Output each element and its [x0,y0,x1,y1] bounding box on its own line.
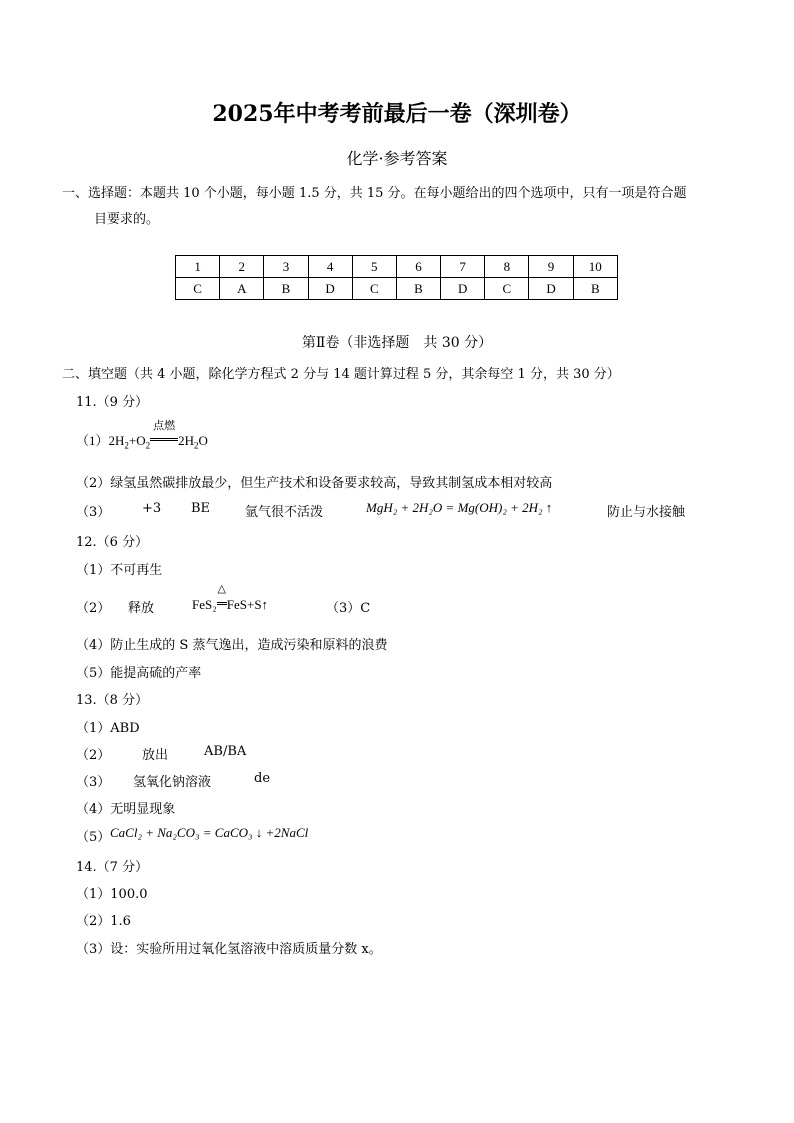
q13-a5-equation: CaCl₂ + Na₂CO₃ = CaCO₃ ↓ +2NaCl [110,825,309,840]
q11-answer-2: （2）绿氢虽然碳排放最少，但生产技术和设备要求较高，导致其制氢成本相对较高 [76,476,553,491]
section1-instructions-line2: 目要求的。 [94,212,160,227]
q12-answer-5: （5）能提高硫的产率 [76,666,202,681]
q13-answer-1: （1）ABD [76,721,140,736]
q11-a3-label: （3） [76,505,111,520]
q12-heading: 12.（6 分） [76,535,149,550]
part2-title: 第Ⅱ卷（非选择题 共 30 分） [301,335,493,351]
q11-a1-left: 2H [108,433,125,448]
section2-instructions: 二、填空题（共 4 小题，除化学方程式 2 分与 14 题计算过程 5 分，其余每空 1 分，共 30 分） [62,367,620,382]
q13-a2-value-1: 放出 [142,748,169,763]
q11-a1-plus: +O [128,433,146,448]
answer-table-number-row [176,256,618,278]
q13-a2-label: （2） [76,748,111,763]
answer-table-number-cell: 6 [396,256,440,278]
answer-table-number-cell: 1 [176,256,220,278]
q12-a2-condition: △ [217,583,226,595]
q13-a3-label: （3） [76,775,111,790]
q14-heading: 14.（7 分） [76,860,149,875]
q13-a2-value-2: AB/BA [204,744,247,759]
q11-a1-tail: O [198,433,208,448]
answer-table-answer-cell: B [264,278,308,300]
answer-table-answer-cell: C [176,278,220,300]
q13-a3-value-2: de [254,771,271,786]
q12-a2-equation [192,583,269,613]
q13-heading: 13.（8 分） [76,693,149,708]
answer-table-number-cell: 2 [220,256,264,278]
q11-a1-label: （1） [76,433,109,448]
answer-table-answer-cell: C [485,278,529,300]
answer-table [175,255,618,300]
answer-table-number-cell: 3 [264,256,308,278]
answer-table-answer-cell: C [352,278,396,300]
answer-table-answer-cell: B [396,278,440,300]
page-subtitle: 化学·参考答案 [346,149,448,168]
q11-a3-value-3: 氩气很不活泼 [245,505,324,520]
q11-a1-condition: 点燃 [153,420,176,432]
answer-table-answer-cell: D [308,278,352,300]
q12-answer-3: （3）C [326,601,371,616]
answer-table-answer-cell: D [529,278,573,300]
answer-table-number-cell: 7 [441,256,485,278]
answer-table-answer-cell: B [573,278,617,300]
page-title: 2025年中考考前最后一卷（深圳卷） [212,101,582,127]
answer-table-answer-cell: D [441,278,485,300]
q12-a2-value-1: 释放 [128,601,155,616]
q11-answer-1: $(1)2H_2+O_2$ 点燃 $2H_2O$ [76,430,208,451]
q14-answer-2: （2）1.6 [76,914,131,929]
q13-a5-label: （5） [76,830,111,845]
q11-a3-equation: MgH₂ + 2H₂O = Mg(OH)₂ + 2H₂ ↑ [366,500,553,515]
answer-table-number-cell: 10 [573,256,617,278]
q11-a3-value-1: +3 [142,501,162,516]
q11-heading: 11.（9 分） [76,395,149,410]
q12-answer-4: （4）防止生成的 S 蒸气逸出，造成污染和原料的浪费 [76,638,388,653]
q12-a2-label: （2） [76,601,111,616]
q14-answer-1: （1）100.0 [76,887,148,902]
q11-a1-right: 2H [178,433,195,448]
q12-a2-eq-left: FeS₂ [192,597,217,612]
section1-instructions-line1: 一、选择题：本题共 10 个小题，每小题 1.5 分，共 15 分。在每小题给出的四个选项中，只有一项是符合题 [62,186,687,201]
q11-a3-value-2: BE [191,501,211,516]
answer-table-number-cell: 4 [308,256,352,278]
q12-a2-eq-right: FeS+S↑ [226,597,269,612]
q13-a3-value-1: 氢氧化钠溶液 [133,775,212,790]
answer-table-number-cell: 5 [352,256,396,278]
q11-a3-value-4: 防止与水接触 [607,505,686,520]
q12-answer-1: （1）不可再生 [76,563,163,578]
q13-answer-4: （4）无明显现象 [76,802,176,817]
answer-table-number-cell: 8 [485,256,529,278]
answer-table-answer-cell: A [220,278,264,300]
answer-table-number-cell: 9 [529,256,573,278]
answer-table-answer-row [176,278,618,300]
q14-answer-3: （3）设：实验所用过氧化氢溶液中溶质质量分数 x。 [76,942,382,957]
